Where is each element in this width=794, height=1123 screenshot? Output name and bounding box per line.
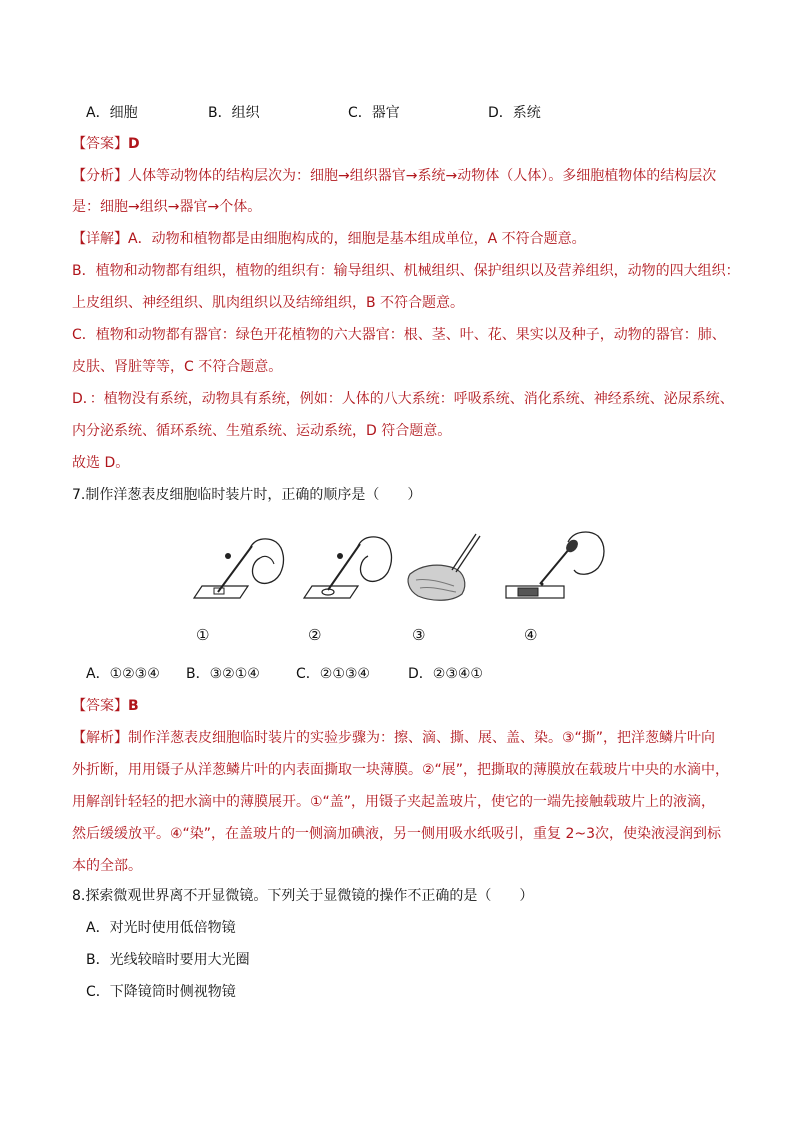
q6-analysis-line-1 (72, 166, 716, 186)
q8-option-b[interactable]: B．光线较暗时要用大光圈 (86, 952, 250, 968)
q6-detail-line-7: 内分泌系统、循环系统、生殖系统、运动系统，D 符合题意。 (72, 423, 452, 439)
q7-option-d[interactable]: D．②③④① (408, 666, 483, 682)
q6-answer-line (72, 134, 140, 154)
q7-analysis-line-5: 本的全部。 (72, 858, 142, 874)
q6-detail-line-1 (72, 229, 586, 249)
q6-conclusion: 故选 D。 (72, 455, 130, 471)
q6-detail-line-6: D．：植物没有系统，动物具有系统，例如：人体的八大系统：呼吸系统、消化系统、神经系统、泌尿系统、 (72, 391, 734, 407)
figure-label-1: ① (196, 626, 210, 644)
figure-3-peel-membrane-illustration (402, 528, 492, 612)
q7-option-b[interactable]: B．③②①④ (186, 666, 260, 682)
q6-option-a[interactable]: A．细胞 (86, 105, 138, 121)
q6-detail-line-2: B．植物和动物都有组织，植物的组织有：输导组织、机械组织、保护组织以及营养组织，动物的四大组织： (72, 263, 740, 279)
q6-options (86, 102, 726, 122)
q7-analysis-line-4: 然后缓缓放平。④“染”，在盖玻片的一侧滴加碘液，另一侧用吸水纸吸引，重复 2~3次，使染液浸润到标 (72, 826, 722, 842)
q7-option-c[interactable]: C．②①③④ (296, 666, 370, 682)
q6-option-d[interactable]: D．系统 (488, 105, 541, 121)
figure-label-3: ③ (412, 626, 426, 644)
q7-answer-line (72, 696, 139, 716)
q8-option-a[interactable]: A．对光时使用低倍物镜 (86, 920, 236, 936)
analysis-tag: 【解析】 (72, 730, 128, 746)
q7-stem: 7.制作洋葱表皮细胞临时装片时，正确的顺序是（ ） (72, 487, 422, 503)
q8-option-c[interactable]: C．下降镜筒时侧视物镜 (86, 984, 236, 1000)
analysis-text-1: 制作洋葱表皮细胞临时装片的实验步骤为：擦、滴、撕、展、盖、染。③“撕”，把洋葱鳞片叶向 (128, 730, 716, 746)
q8-stem: 8.探索微观世界离不开显微镜。下列关于显微镜的操作不正确的是（ ） (72, 888, 534, 904)
figure-label-4: ④ (524, 626, 538, 644)
answer-tag: 【答案】 (72, 698, 128, 714)
q6-detail-line-3: 上皮组织、神经组织、肌肉组织以及结缔组织，B 不符合题意。 (72, 295, 465, 311)
q6-option-b[interactable]: B．组织 (208, 105, 260, 121)
figure-label-2: ② (308, 626, 322, 644)
figure-4-stain-illustration (500, 524, 610, 612)
q7-analysis-line-1 (72, 728, 715, 748)
q7-analysis-line-3: 用解剖针轻轻的把水滴中的薄膜展开。①“盖”，用镊子夹起盖玻片，使它的一端先接触载玻片上的液滴， (72, 794, 716, 810)
analysis-tag: 【分析】 (72, 168, 128, 184)
answer-value: D (128, 136, 140, 152)
q7-option-a[interactable]: A．①②③④ (86, 666, 160, 682)
q6-option-c[interactable]: C．器官 (348, 105, 400, 121)
analysis-text-1: 人体等动物体的结构层次为：细胞→组织器官→系统→动物体（人体）。多细胞植物体的结构层次 (128, 168, 717, 184)
answer-tag: 【答案】 (72, 136, 128, 152)
q6-analysis-line-2: 是：细胞→组织→器官→个体。 (72, 199, 262, 215)
q7-analysis-line-2: 外折断，用用镊子从洋葱鳞片叶的内表面撕取一块薄膜。②“展”，把撕取的薄膜放在载玻片中央的水滴中， (72, 762, 730, 778)
detail-text-1: A．动物和植物都是由细胞构成的，细胞是基本组成单位，A 不符合题意。 (128, 231, 586, 247)
q6-detail-line-5: 皮肤、肾脏等等，C 不符合题意。 (72, 359, 283, 375)
figure-1-cover-slip-illustration (190, 528, 290, 612)
answer-value: B (128, 698, 139, 714)
detail-tag: 【详解】 (72, 231, 128, 247)
q6-detail-line-4: C．植物和动物都有器官：绿色开花植物的六大器官：根、茎、叶、花、果实以及种子，动物的器官：肺、 (72, 327, 726, 343)
figure-2-spread-film-illustration (300, 528, 400, 612)
